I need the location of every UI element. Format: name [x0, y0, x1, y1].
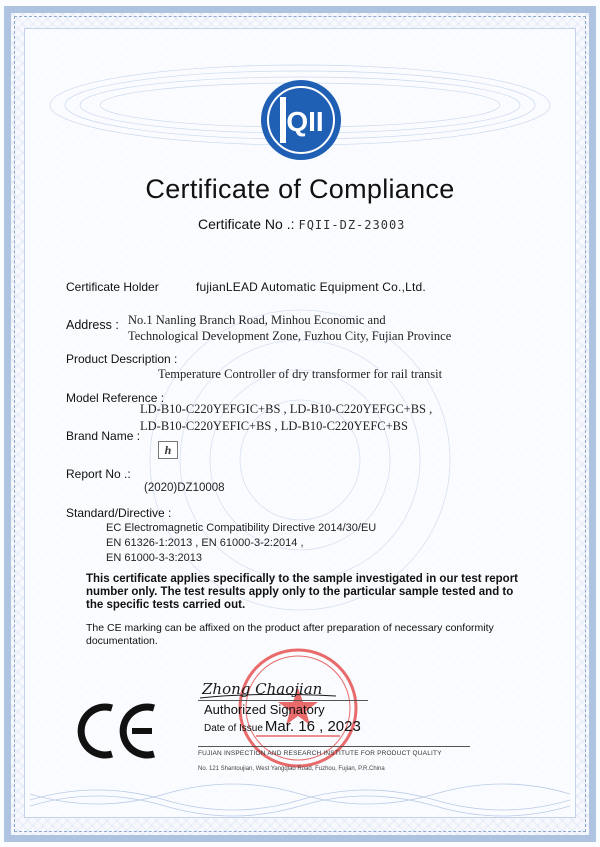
issue-date-label: Date of Issue [204, 723, 263, 734]
signature-text: Zhong Chaojian [202, 680, 323, 698]
brand-label: Brand Name : [66, 429, 141, 443]
institute-divider [198, 746, 470, 747]
issue-date-value: Mar. 16 , 2023 [264, 718, 361, 735]
report-label: Report No .: [66, 467, 131, 481]
issue-date [204, 718, 361, 735]
institute-name: FUJIAN INSPECTION AND RESEARCH INSTITUTE FOR PRODUCT QUALITY [198, 750, 442, 757]
product-value: Temperature Controller of dry transformer for rail transit [158, 367, 443, 381]
holder-value: fujianLEAD Automatic Equipment Co.,Ltd. [196, 280, 426, 294]
holder-label: Certificate Holder [66, 280, 159, 294]
product-label: Product Description : [66, 352, 178, 366]
standard-line-3: EN 61000-3-3:2013 [106, 552, 203, 564]
authorized-signatory: Authorized Signatory [204, 702, 325, 717]
scope-statement: This certificate applies specifically to the sample investigated in our test report number only. The test results apply only to the particular sample tested and to the specific tests carried out. [86, 573, 519, 611]
model-line-2: LD-B10-C220YEFIC+BS , LD-B10-C220YEFC+BS [140, 419, 408, 433]
page-title: Certificate of Compliance [145, 174, 455, 204]
brand-logo: h [158, 441, 178, 459]
address-label: Address : [66, 318, 119, 332]
ce-mark [74, 700, 160, 762]
certificate-number-value: FQII-DZ-23003 [298, 218, 406, 232]
logo-text: QII [286, 106, 324, 137]
certificate-number-label: Certificate No .: [198, 216, 295, 232]
address-line-1: No.1 Nanling Branch Road, Minhou Economic and [128, 313, 386, 327]
standard-line-2: EN 61326-1:2013 , EN 61000-3-2:2014 , [106, 537, 304, 549]
ce-statement: The CE marking can be affixed on the product after preparation of necessary conformity documentation. [86, 622, 494, 647]
signature-line [198, 700, 368, 701]
model-label: Model Reference : [66, 391, 165, 405]
fqii-logo [260, 79, 342, 161]
certificate-number [198, 216, 405, 232]
model-line-1: LD-B10-C220YEFGIC+BS , LD-B10-C220YEFGC+BS , [140, 402, 433, 416]
report-value: (2020)DZ10008 [144, 482, 225, 494]
institute-address: No. 121 Shantoujian, West Yangqiao Road, Fuzhou, Fujian, P.R.China [198, 766, 385, 772]
standard-label: Standard/Directive : [66, 506, 172, 520]
address-line-2: Technological Development Zone, Fuzhou City, Fujian Province [128, 329, 452, 343]
standard-line-1: EC Electromagnetic Compatibility Directive 2014/30/EU [106, 522, 377, 534]
